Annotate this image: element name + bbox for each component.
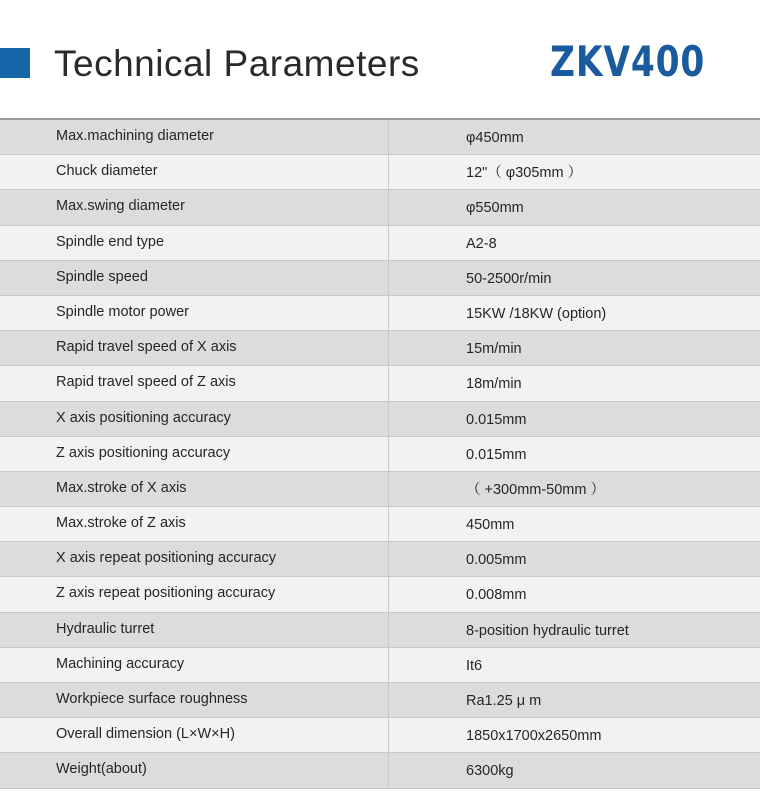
parameter-cell: Max.stroke of X axis <box>0 472 389 506</box>
table-row <box>0 718 760 753</box>
value-cell: φ550mm <box>466 200 524 217</box>
table-row <box>0 190 760 225</box>
table-row <box>0 613 760 648</box>
parameter-cell: Hydraulic turret <box>0 613 389 647</box>
value-cell: 1850x1700x2650mm <box>466 728 602 745</box>
value-cell: Ra1.25 μ m <box>466 693 542 709</box>
table-row <box>0 226 760 261</box>
value-cell: 15KW /18KW (option) <box>466 305 607 322</box>
spec-table <box>0 118 760 789</box>
parameter-cell: Spindle motor power <box>0 296 389 330</box>
table-row <box>0 155 760 190</box>
table-row <box>0 296 760 331</box>
model-name: ZKV400 <box>549 37 705 86</box>
value-cell: 0.005mm <box>466 552 527 569</box>
value-cell: 6300kg <box>466 763 514 780</box>
parameter-cell: Spindle end type <box>0 226 389 260</box>
parameter-cell: Chuck diameter <box>0 155 389 189</box>
parameter-cell: Z axis repeat positioning accuracy <box>0 577 389 611</box>
value-cell: 0.015mm <box>466 411 527 428</box>
accent-square <box>0 48 30 78</box>
value-cell: 12"（ φ305mm ） <box>466 165 583 182</box>
value-cell: 8-position hydraulic turret <box>466 622 629 639</box>
table-row <box>0 120 760 155</box>
value-cell: 450mm <box>466 517 515 534</box>
parameter-cell: Weight(about) <box>0 753 389 787</box>
value-cell: 15m/min <box>466 341 522 358</box>
value-cell: 50-2500r/min <box>466 270 552 287</box>
value-cell: It6 <box>466 657 483 674</box>
parameter-cell: Max.stroke of Z axis <box>0 507 389 541</box>
parameter-cell: Rapid travel speed of X axis <box>0 331 389 365</box>
value-cell: φ450mm <box>466 130 524 146</box>
table-row <box>0 331 760 366</box>
parameter-cell: Spindle speed <box>0 261 389 295</box>
table-row <box>0 753 760 788</box>
table-row <box>0 261 760 296</box>
value-cell: 18m/min <box>466 376 522 393</box>
parameter-cell: Z axis positioning accuracy <box>0 437 389 471</box>
table-row <box>0 683 760 718</box>
value-cell: A2-8 <box>466 235 497 252</box>
table-row <box>0 402 760 437</box>
page-header <box>0 0 760 118</box>
parameter-cell: Max.swing diameter <box>0 190 389 224</box>
table-row <box>0 542 760 577</box>
value-cell: 0.015mm <box>466 446 527 463</box>
page-title: Technical Parameters <box>54 43 420 84</box>
parameter-cell: X axis repeat positioning accuracy <box>0 542 389 576</box>
table-row <box>0 366 760 401</box>
value-cell: （ +300mm-50mm ） <box>466 481 605 498</box>
parameter-cell: Overall dimension (L×W×H) <box>0 718 389 752</box>
parameter-cell: Rapid travel speed of Z axis <box>0 366 389 400</box>
table-row <box>0 648 760 683</box>
table-row <box>0 472 760 507</box>
parameter-cell: Machining accuracy <box>0 648 389 682</box>
value-cell: 0.008mm <box>466 587 527 604</box>
parameter-cell: Max.machining diameter <box>0 120 389 154</box>
parameter-cell: X axis positioning accuracy <box>0 402 389 436</box>
table-row <box>0 507 760 542</box>
table-row <box>0 577 760 612</box>
parameter-cell: Workpiece surface roughness <box>0 683 389 717</box>
table-row <box>0 437 760 472</box>
